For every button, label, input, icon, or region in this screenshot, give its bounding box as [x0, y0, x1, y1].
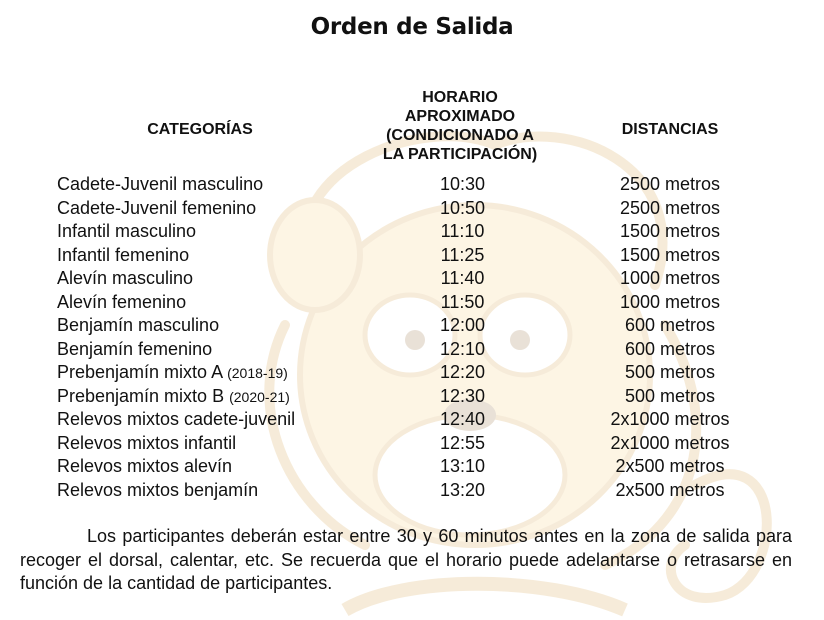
- categories-header: CATEGORÍAS: [147, 121, 253, 138]
- distance-cell: 1500 metros: [619, 244, 721, 265]
- category-cell: [57, 267, 193, 291]
- category-cell: [57, 220, 196, 244]
- category-name: Relevos mixtos benjamín: [57, 479, 259, 500]
- birth-years: (2020-21): [229, 388, 290, 405]
- time-cell: 12:20: [439, 362, 486, 382]
- category-cell: [57, 385, 290, 410]
- distance-cell: 2x1000 metros: [610, 409, 730, 429]
- table-row: [0, 361, 824, 385]
- distance-cell: 2500 metros: [619, 197, 721, 218]
- category-name: Infantil femenino: [57, 244, 190, 265]
- category-cell: [57, 314, 219, 338]
- time-cell: 11:10: [440, 221, 485, 241]
- table-row: [0, 455, 824, 479]
- birth-years: (2018-19): [227, 365, 288, 381]
- table-row: [0, 220, 824, 244]
- time-cell: 13:10: [439, 456, 486, 476]
- category-name: Cadete-Juvenil masculino: [57, 174, 264, 194]
- table-row: [0, 479, 824, 503]
- category-name: Alevín femenino: [57, 291, 187, 312]
- distance-cell: 2x500 metros: [615, 456, 725, 476]
- distance-cell: 500 metros: [624, 362, 716, 382]
- time-cell: 12:00: [439, 315, 486, 335]
- category-name: Prebenjamín mixto A: [57, 362, 223, 382]
- table-row: [0, 314, 824, 338]
- distance-cell: 1000 metros: [619, 291, 721, 312]
- category-cell: [57, 479, 258, 503]
- distance-cell: 2x500 metros: [615, 479, 725, 500]
- category-cell: [57, 173, 263, 197]
- category-cell: [57, 291, 186, 315]
- category-name: Cadete-Juvenil femenino: [57, 197, 257, 218]
- category-cell: [57, 361, 288, 386]
- table-row: [0, 267, 824, 291]
- footnote-paragraph: Los participantes deberán estar entre 30 y 60 minutos antes en la zona de salida para recoger el dorsal, calentar, etc. Se recuerda que el horario puede adelantarse o retrasarse en función de la cantidad de participantes.: [20, 526, 792, 593]
- time-cell: 11:50: [440, 291, 485, 312]
- category-name: Benjamín masculino: [57, 315, 220, 335]
- category-cell: [57, 432, 236, 456]
- schedule-header: [330, 88, 590, 164]
- schedule-header-line: APROXIMADO: [404, 108, 516, 125]
- distance-cell: 600 metros: [624, 338, 716, 359]
- distance-cell: 2x1000 metros: [610, 432, 730, 453]
- time-cell: 12:40: [439, 409, 486, 429]
- schedule-header-line: HORARIO: [422, 89, 498, 106]
- table-row: [0, 291, 824, 315]
- table-row: [0, 408, 824, 432]
- category-name: Relevos mixtos cadete-juvenil: [57, 409, 296, 429]
- category-name: Relevos mixtos infantil: [57, 432, 237, 453]
- category-cell: [57, 244, 189, 268]
- distance-cell: 2500 metros: [619, 174, 721, 194]
- category-name: Alevín masculino: [57, 268, 194, 288]
- category-name: Infantil masculino: [57, 221, 197, 241]
- category-cell: [57, 197, 256, 221]
- category-name: Prebenjamín mixto B: [57, 385, 225, 406]
- schedule-header-line: (CONDICIONADO A: [386, 127, 534, 144]
- table-row: [0, 197, 824, 221]
- category-name: Relevos mixtos alevín: [57, 456, 233, 476]
- time-cell: 12:30: [439, 385, 486, 406]
- distance-cell: 1000 metros: [619, 268, 721, 288]
- schedule-table: [0, 173, 824, 502]
- category-name: Benjamín femenino: [57, 338, 213, 359]
- time-cell: 11:40: [440, 268, 485, 288]
- category-cell: [57, 408, 295, 432]
- table-row: [0, 173, 824, 197]
- page-title: Orden de Salida: [310, 14, 514, 40]
- schedule-header-line: LA PARTICIPACIÓN): [382, 146, 538, 163]
- distance-cell: 500 metros: [624, 385, 716, 406]
- time-cell: 12:55: [439, 432, 486, 453]
- distances-header: DISTANCIAS: [621, 121, 719, 138]
- table-row: [0, 432, 824, 456]
- distance-cell: 1500 metros: [619, 221, 721, 241]
- table-row: [0, 385, 824, 409]
- table-row: [0, 244, 824, 268]
- time-cell: 11:25: [440, 244, 485, 265]
- time-cell: 12:10: [439, 338, 486, 359]
- category-cell: [57, 338, 212, 362]
- time-cell: 10:50: [439, 197, 486, 218]
- category-cell: [57, 455, 232, 479]
- time-cell: 13:20: [439, 479, 486, 500]
- time-cell: 10:30: [439, 174, 486, 194]
- distance-cell: 600 metros: [624, 315, 716, 335]
- table-row: [0, 338, 824, 362]
